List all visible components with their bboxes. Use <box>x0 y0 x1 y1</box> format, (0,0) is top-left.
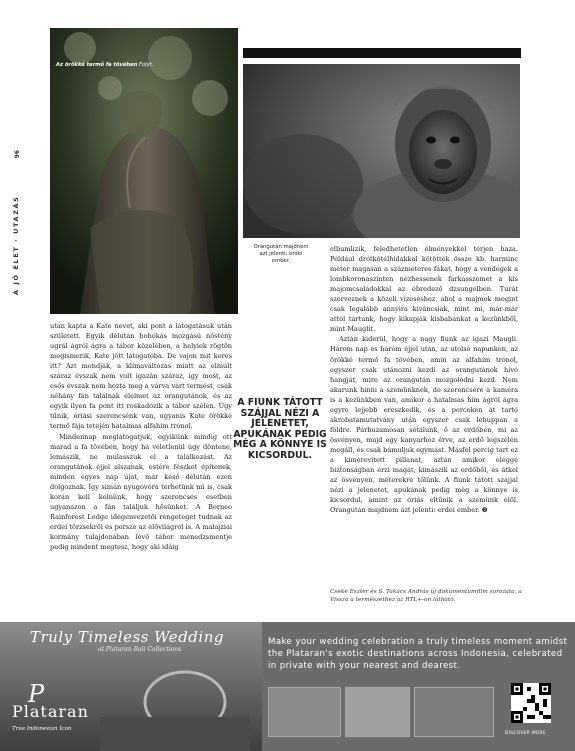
orangutan-graphic <box>243 64 520 238</box>
pull-quote: A FIUNK TÁTOTT SZÁJJAL NÉZI A JELENETET, APUKÁNAK PEDIG MÉG A KÖNNYE IS KICSORDUL. <box>233 397 327 461</box>
orangutan-photo <box>243 64 520 238</box>
paragraph: Aztán kiderül, hogy a nagy fiunk az igazi Maugli. Három nap és három éjjel után, az utolsó napunkon, az örökké termő fa tövében, amin az alfahím trónol, egyszer csak utánozni kezdi az orangutánok hívó hangját, mire az orangután mozgolódni kezd. Nem akarunk hinni a szemünknek, de szerencsére a kamera is a kezünkben van, amikor a hatalmas hím ágról ágra egyre lejjebb ereszkedik, és a perceken át tartó akrobatamutatvány után egyszer csak lehuppan a földre. Párbuzamosan sétálunk, ő az erdőben, mi az ösvényen, majd egy kanyarhoz érve, az erdő legszélén megáll, és csak bámuljuk egymást. Másfél percig tart ez a kimerevített pillanat, aztán amikor eléggé biztonságban érzi magát, kimászik az erdőből, és átkel az ösvényen, méterekre tőlünk. A fiunk tátott szájjal nézi a jelenetet, apukának pedig még a könnye is kicsordul, amint az óriás eltűnik a szemünk elől. Orangután majdnem azt jelenti: erdei ember. ❷ <box>330 335 518 515</box>
paragraph: után kapta a Kate nevet, aki pont a látogatásuk után született. Egyik délután bohókás mozgású nőstény ugrál ágról ágra a tábor közelében, a helyiek rögtön megismerik, Kate jött látogatóba. De vajon mit keres itt? Azt mondják, a klímaváltozás miatt az elmúlt száraz évszak nem volt igazán száraz, így most, az esős évszak nem hozta meg a várva várt termést, csak néhány fán találnak élelmet az orangutánok, és az egyik ilyen fa pont itt roskadozik a tábor szélén. Úgy tűnik, óriási szerencsénk van, ugyanis Kate örökké termő fája tetején hatalmas alfahím trónol. <box>50 322 232 431</box>
plataran-logo-icon: P <box>28 680 45 708</box>
ad-thumbnail <box>414 687 494 737</box>
ad-subtitle: at Plataran Bali Collections <box>98 646 182 653</box>
credit-note: Cseke Eszter és S. Takács András új dokumentumfilm sorozata, a Vissza a természethez az RTL+-on látható. <box>330 589 522 604</box>
left-column <box>50 321 232 552</box>
ad-copy: Make your wedding celebration a truly timeless moment amidst the Plataran's exotic destinations across Indonesia, celebrated in private with your nearest and dearest. <box>268 637 568 672</box>
ad-thumbnail <box>268 687 341 737</box>
qr-label: DISCOVER MORE <box>505 731 547 736</box>
header-bar <box>243 48 521 58</box>
qr-code-icon[interactable] <box>511 683 551 723</box>
right-column <box>330 244 518 515</box>
ad-tagline: True Indonesian Icon <box>12 726 72 732</box>
page-number: 96 <box>14 150 21 159</box>
ad-title: Truly Timeless Wedding <box>30 628 224 646</box>
paragraph: Mindennap meglátogatjuk, egyikünk mindig ott marad a fa tövében, hogy ha véletlenül úgy döntene, lemászik, ne mulasszuk el a találkozást. Az orangutánok éjjel alszanak, estére fészket építenek, minden egyes nap újat, már késő délután ezen dolgoznak. Így simán nyugovóra térhetünk mi is, csak korán kell kelnünk, hogy szerencsés esetben ugyanazon a fán találjuk hősünket. A Borneo Rainforest Lodge idegenvezetői rengeteget tudnak az erdei törzsekről és persze az élővilágról is. A malajziai kormány tulajdonában lévő tábor menedzsmentje pedig mindent megtesz, hogy aki idáig <box>50 432 232 552</box>
tree-photo <box>50 28 238 314</box>
photo-caption: Az örökké termő fa tövében Folyt. <box>56 62 154 68</box>
ad-logo: Plataran <box>12 702 89 721</box>
orangutan-caption: Orangután majdnem azt jelenti: erdei ember. <box>253 244 309 265</box>
tree-photo-graphic <box>50 28 238 314</box>
paragraph: elbumlizik, feledhetetlen élményekkel térjen haza. Például drótkötélhidakkal kötötték össze kb. harminc méter magasan a százméteres fákat, hogy a vendégek a lombkoronaszinten nézhessenek farkasszemet a kis majomcsaládokkal az ébredező dzsungelben. Túrát szerveznek a közeli vízeséshez, ahol a majmok megint csak legalább annyira kíváncsiak, mint mi, már-már attól tartunk, hogy kikapják kisbabánkat a kezünkből, mint Mauglit. <box>330 245 518 334</box>
ad-thumbnail <box>345 687 410 737</box>
section-label: A JÓ ÉLET · UTAZÁS <box>12 195 20 295</box>
